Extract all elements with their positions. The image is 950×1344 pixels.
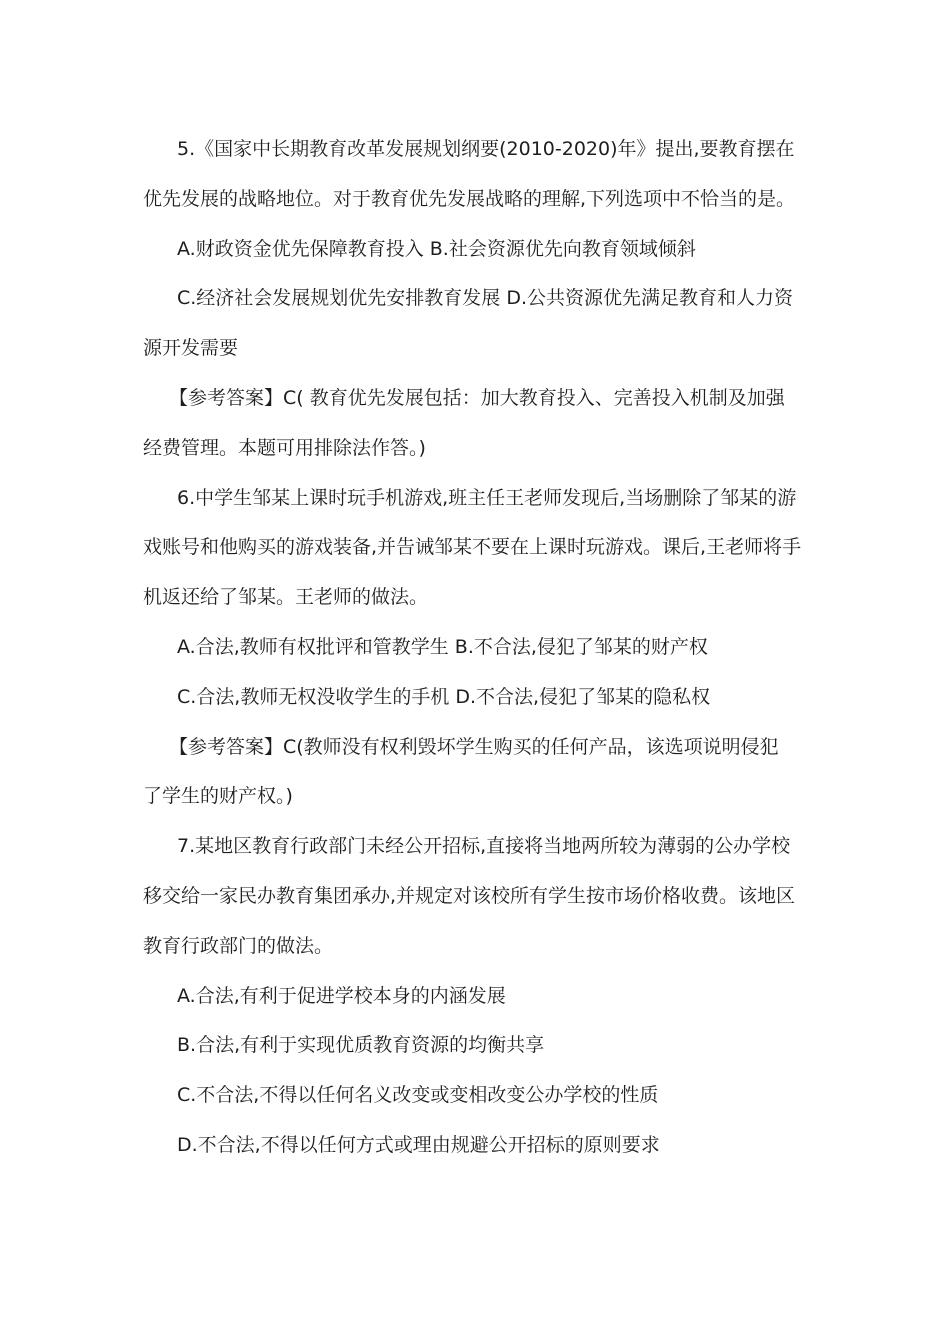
document-body xyxy=(143,125,808,1171)
question-7-stem-line-2: 移交给一家民办教育集团承办,并规定对该校所有学生按市场价格收费。该地区 xyxy=(143,884,796,907)
question-7-option-a: A.合法,有利于促进学校本身的内涵发展 xyxy=(177,984,506,1007)
question-6-stem-line-1: 6.中学生邹某上课时玩手机游戏,班主任王老师发现后,当场删除了邹某的游 xyxy=(177,486,797,509)
question-5-answer-line-2: 经费管理。本题可用排除法作答。) xyxy=(143,436,426,459)
question-5-options-line-3: 源开发需要 xyxy=(143,337,239,360)
question-6-answer-line-1: 【参考答案】C(教师没有权利毁坏学生购买的任何产品，该选项说明侵犯 xyxy=(169,735,779,758)
question-6-options-line-2: C.合法,教师无权没收学生的手机 D.不合法,侵犯了邹某的隐私权 xyxy=(177,685,711,708)
question-7-stem-line-1: 7.某地区教育行政部门未经公开招标,直接将当地两所较为薄弱的公办学校 xyxy=(177,835,791,858)
question-6-answer-line-2: 了学生的财产权。) xyxy=(143,785,293,808)
question-7-stem-line-3: 教育行政部门的做法。 xyxy=(143,934,334,957)
question-7-option-b: B.合法,有利于实现优质教育资源的均衡共享 xyxy=(177,1034,545,1057)
question-7-option-c: C.不合法,不得以任何名义改变或变相改变公办学校的性质 xyxy=(177,1084,659,1107)
question-6-options-line-1: A.合法,教师有权批评和管教学生 B.不合法,侵犯了邹某的财产权 xyxy=(177,635,708,658)
question-5-stem-line-2: 优先发展的战略地位。对于教育优先发展战略的理解,下列选项中不恰当的是。 xyxy=(143,187,796,210)
question-6-stem-line-3: 机返还给了邹某。王老师的做法。 xyxy=(143,586,429,609)
question-7-option-d: D.不合法,不得以任何方式或理由规避公开招标的原则要求 xyxy=(177,1133,660,1156)
question-5-options-line-1: A.财政资金优先保障教育投入 B.社会资源优先向教育领域倾斜 xyxy=(177,237,696,260)
question-5-stem-line-1: 5.《国家中长期教育改革发展规划纲要(2010-2020)年》提出,要教育摆在 xyxy=(177,138,795,160)
question-5-options-line-2: C.经济社会发展规划优先安排教育发展 D.公共资源优先满足教育和人力资 xyxy=(177,287,794,310)
question-6-stem-line-2: 戏账号和他购买的游戏装备,并告诫邹某不要在上课时玩游戏。课后,王老师将手 xyxy=(143,536,802,559)
question-5-answer-line-1: 【参考答案】C( 教育优先发展包括：加大教育投入、完善投入机制及加强 xyxy=(169,386,785,409)
